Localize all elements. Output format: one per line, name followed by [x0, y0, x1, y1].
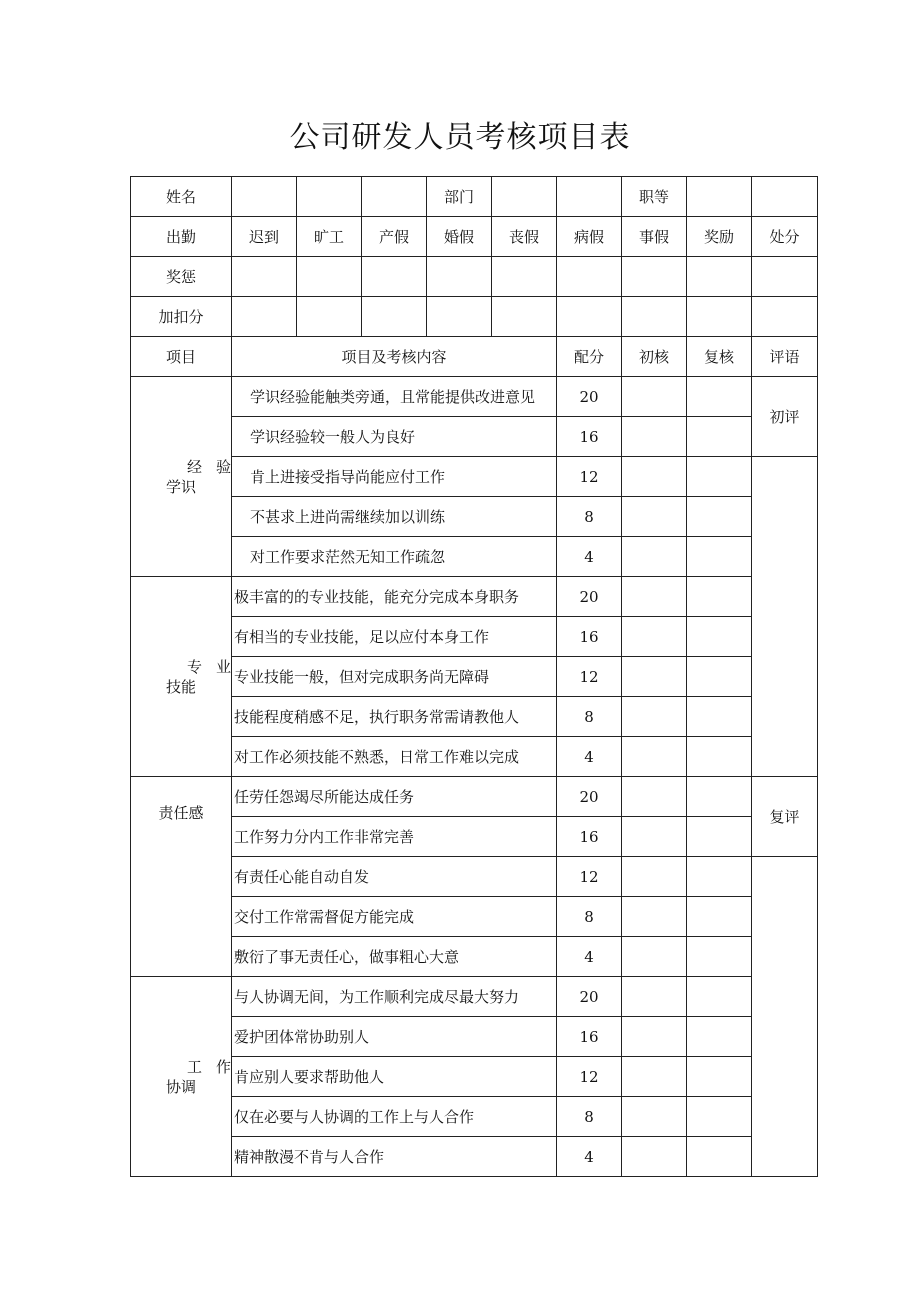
- points-cell[interactable]: [557, 297, 622, 337]
- initial-cell[interactable]: [622, 537, 687, 577]
- initial-cell[interactable]: [622, 737, 687, 777]
- criterion-score: 20: [557, 977, 622, 1017]
- points-cell[interactable]: [427, 297, 492, 337]
- criterion-row: [131, 657, 818, 697]
- header-initial: 初核: [622, 337, 687, 377]
- review-cell[interactable]: [687, 1137, 752, 1177]
- review-cell[interactable]: [687, 937, 752, 977]
- name-field-2[interactable]: [297, 177, 362, 217]
- criterion-text: 技能程度稍感不足，执行职务常需请教他人: [232, 697, 557, 737]
- initial-cell[interactable]: [622, 457, 687, 497]
- review-cell[interactable]: [687, 817, 752, 857]
- header-review: 复核: [687, 337, 752, 377]
- criterion-score: 16: [557, 1017, 622, 1057]
- criterion-row: [131, 617, 818, 657]
- category-line2: 协调: [165, 1077, 196, 1096]
- review-cell[interactable]: [687, 1057, 752, 1097]
- name-field-3[interactable]: [362, 177, 427, 217]
- rewards-cell[interactable]: [297, 257, 362, 297]
- review-cell[interactable]: [687, 697, 752, 737]
- points-row: [131, 297, 818, 337]
- review-cell[interactable]: [687, 377, 752, 417]
- criterion-text: 专业技能一般，但对完成职务尚无障碍: [232, 657, 557, 697]
- criterion-text: 肯上进接受指导尚能应付工作: [232, 457, 557, 497]
- rewards-cell[interactable]: [492, 257, 557, 297]
- criterion-score: 8: [557, 497, 622, 537]
- points-cell[interactable]: [362, 297, 427, 337]
- rewards-cell[interactable]: [687, 257, 752, 297]
- dept-field[interactable]: [492, 177, 557, 217]
- review-cell[interactable]: [687, 657, 752, 697]
- criterion-score: 12: [557, 857, 622, 897]
- header-comment: 评语: [752, 337, 818, 377]
- info-row: [131, 177, 818, 217]
- criterion-row: [131, 417, 818, 457]
- review-cell[interactable]: [687, 777, 752, 817]
- review-cell[interactable]: [687, 1017, 752, 1057]
- attendance-item: 婚假: [427, 217, 492, 257]
- criterion-text: 爱护团体常协助别人: [232, 1017, 557, 1057]
- rewards-cell[interactable]: [427, 257, 492, 297]
- category-experience: [131, 377, 232, 577]
- criterion-row: [131, 977, 818, 1017]
- criterion-row: [131, 457, 818, 497]
- attendance-item: 病假: [557, 217, 622, 257]
- criterion-text: 工作努力分内工作非常完善: [232, 817, 557, 857]
- criterion-row: [131, 1137, 818, 1177]
- grade-label: 职等: [622, 177, 687, 217]
- points-label: 加扣分: [131, 297, 232, 337]
- attendance-item: 产假: [362, 217, 427, 257]
- initial-cell[interactable]: [622, 977, 687, 1017]
- initial-cell[interactable]: [622, 857, 687, 897]
- points-cell[interactable]: [687, 297, 752, 337]
- initial-cell[interactable]: [622, 497, 687, 537]
- criterion-text: 敷衍了事无责任心，做事粗心大意: [232, 937, 557, 977]
- initial-cell[interactable]: [622, 937, 687, 977]
- category-line2: 技能: [165, 677, 196, 696]
- criterion-score: 12: [557, 657, 622, 697]
- initial-cell[interactable]: [622, 1057, 687, 1097]
- page-title: 公司研发人员考核项目表: [289, 120, 631, 155]
- criterion-score: 8: [557, 697, 622, 737]
- criterion-row: [131, 1097, 818, 1137]
- criterion-text: 学识经验较一般人为良好: [232, 417, 557, 457]
- points-cell[interactable]: [622, 297, 687, 337]
- initial-cell[interactable]: [622, 1017, 687, 1057]
- criterion-text: 对工作必须技能不熟悉，日常工作难以完成: [232, 737, 557, 777]
- review-cell[interactable]: [687, 1097, 752, 1137]
- header-score: 配分: [557, 337, 622, 377]
- review-cell[interactable]: [687, 897, 752, 937]
- criterion-text: 仅在必要与人协调的工作上与人合作: [232, 1097, 557, 1137]
- category-line1: 专 业: [187, 657, 231, 676]
- rewards-cell[interactable]: [622, 257, 687, 297]
- dept-field-2[interactable]: [557, 177, 622, 217]
- criterion-row: [131, 1017, 818, 1057]
- comment-re-eval: 复评: [752, 777, 818, 857]
- category-responsibility: 责任感: [131, 777, 232, 977]
- criterion-score: 16: [557, 617, 622, 657]
- attendance-item: 丧假: [492, 217, 557, 257]
- criterion-score: 12: [557, 457, 622, 497]
- attendance-row: [131, 217, 818, 257]
- review-cell[interactable]: [687, 537, 752, 577]
- criterion-row: [131, 537, 818, 577]
- category-skills: [131, 577, 232, 777]
- initial-cell[interactable]: [622, 377, 687, 417]
- points-cell[interactable]: [492, 297, 557, 337]
- initial-cell[interactable]: [622, 777, 687, 817]
- criterion-text: 交付工作常需督促方能完成: [232, 897, 557, 937]
- criterion-row: [131, 577, 818, 617]
- criterion-score: 4: [557, 737, 622, 777]
- header-content: 项目及考核内容: [232, 337, 557, 377]
- comment-initial-eval: 初评: [752, 377, 818, 457]
- criterion-row: [131, 697, 818, 737]
- criterion-row: [131, 817, 818, 857]
- criterion-text: 与人协调无间，为工作顺利完成尽最大努力: [232, 977, 557, 1017]
- review-cell[interactable]: [687, 497, 752, 537]
- name-label: 姓名: [131, 177, 232, 217]
- criterion-score: 20: [557, 577, 622, 617]
- criterion-score: 16: [557, 817, 622, 857]
- review-cell[interactable]: [687, 577, 752, 617]
- initial-cell[interactable]: [622, 577, 687, 617]
- grade-field[interactable]: [687, 177, 752, 217]
- criterion-row: [131, 777, 818, 817]
- rewards-row: [131, 257, 818, 297]
- review-cell[interactable]: [687, 417, 752, 457]
- category-line1: 工 作: [187, 1057, 231, 1076]
- attendance-item: 事假: [622, 217, 687, 257]
- criterion-row: [131, 1057, 818, 1097]
- criterion-text: 极丰富的的专业技能，能充分完成本身职务: [232, 577, 557, 617]
- criterion-score: 4: [557, 937, 622, 977]
- points-cell[interactable]: [232, 297, 297, 337]
- initial-cell[interactable]: [622, 1097, 687, 1137]
- review-cell[interactable]: [687, 737, 752, 777]
- header-row: [131, 337, 818, 377]
- category-line2: 学识: [165, 477, 196, 496]
- review-cell[interactable]: [687, 457, 752, 497]
- evaluation-table: [130, 176, 818, 1177]
- initial-cell[interactable]: [622, 1137, 687, 1177]
- category-line1: 经 验: [187, 457, 231, 476]
- criterion-row: [131, 897, 818, 937]
- attendance-item: 处分: [752, 217, 818, 257]
- initial-cell[interactable]: [622, 657, 687, 697]
- initial-cell[interactable]: [622, 617, 687, 657]
- attendance-item: 迟到: [232, 217, 297, 257]
- criterion-score: 20: [557, 377, 622, 417]
- criterion-text: 肯应别人要求帮助他人: [232, 1057, 557, 1097]
- criterion-score: 16: [557, 417, 622, 457]
- header-item: 项目: [131, 337, 232, 377]
- criterion-text: 对工作要求茫然无知工作疏忽: [232, 537, 557, 577]
- criterion-score: 8: [557, 897, 622, 937]
- attendance-item: 旷工: [297, 217, 362, 257]
- criterion-score: 20: [557, 777, 622, 817]
- criterion-row: [131, 737, 818, 777]
- points-cell[interactable]: [297, 297, 362, 337]
- criterion-row: [131, 937, 818, 977]
- criterion-text: 有责任心能自动自发: [232, 857, 557, 897]
- rewards-cell[interactable]: [557, 257, 622, 297]
- review-cell[interactable]: [687, 857, 752, 897]
- rewards-cell[interactable]: [232, 257, 297, 297]
- dept-label: 部门: [427, 177, 492, 217]
- criterion-text: 精神散漫不肯与人合作: [232, 1137, 557, 1177]
- initial-cell[interactable]: [622, 817, 687, 857]
- criterion-score: 8: [557, 1097, 622, 1137]
- initial-cell[interactable]: [622, 417, 687, 457]
- review-cell[interactable]: [687, 977, 752, 1017]
- criterion-row: [131, 857, 818, 897]
- rewards-cell[interactable]: [752, 257, 818, 297]
- criterion-row: [131, 497, 818, 537]
- initial-cell[interactable]: [622, 697, 687, 737]
- attendance-label: 出勤: [131, 217, 232, 257]
- category-coordination: [131, 977, 232, 1177]
- comment-cell[interactable]: [752, 857, 818, 1177]
- review-cell[interactable]: [687, 617, 752, 657]
- criterion-row: [131, 377, 818, 417]
- criterion-score: 12: [557, 1057, 622, 1097]
- initial-cell[interactable]: [622, 897, 687, 937]
- rewards-label: 奖惩: [131, 257, 232, 297]
- comment-cell[interactable]: [752, 457, 818, 777]
- name-field[interactable]: [232, 177, 297, 217]
- criterion-text: 不甚求上进尚需继续加以训练: [232, 497, 557, 537]
- rewards-cell[interactable]: [362, 257, 427, 297]
- criterion-text: 任劳任怨竭尽所能达成任务: [232, 777, 557, 817]
- attendance-item: 奖励: [687, 217, 752, 257]
- criterion-score: 4: [557, 537, 622, 577]
- points-cell[interactable]: [752, 297, 818, 337]
- criterion-text: 学识经验能触类旁通，且常能提供改进意见: [232, 377, 557, 417]
- criterion-score: 4: [557, 1137, 622, 1177]
- criterion-text: 有相当的专业技能，足以应付本身工作: [232, 617, 557, 657]
- grade-field-2[interactable]: [752, 177, 818, 217]
